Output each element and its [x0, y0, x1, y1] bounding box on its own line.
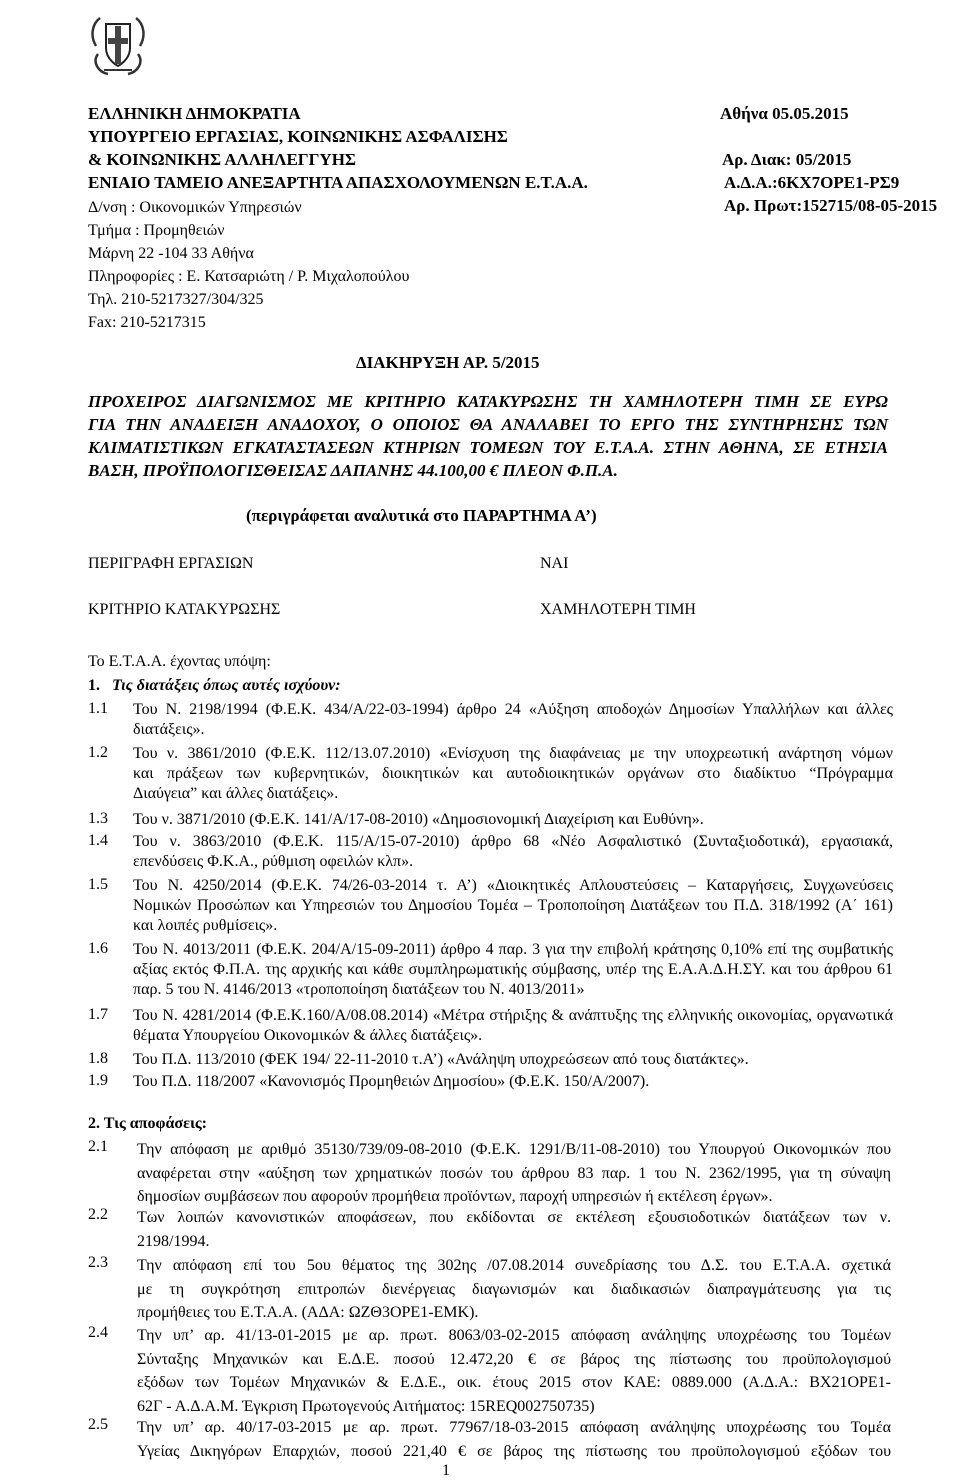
item-line: και πράξεων των κυβερνητικών, διοικητικών και αυτοδιοικητικών οργάνων στο διαδίκτυο “Πρόγραμμα — [133, 765, 893, 783]
table-value-works: ΝΑΙ — [540, 555, 569, 572]
page-number: 1 — [442, 1462, 450, 1479]
item-line: Του Ν. 2198/1994 (Φ.Ε.Κ. 434/Α/22-03-1994) άρθρο 24 «Αύξηση αποδοχών Δημοσίων Υπαλλήλων και άλλες — [133, 701, 893, 718]
item-text — [133, 940, 893, 1001]
tender-description-line: ΓΙΑ ΤΗΝ ΑΝΑΔΕΙΞΗ ΑΝΑΔΟΧΟΥ, Ο ΟΠΟΙΟΣ ΘΑ ΑΝΑΛΑΒΕΙ ΤΟ ΕΡΓΟ ΤΗΣ ΣΥΝΤΗΡΗΣΗΣ ΤΩΝ — [88, 415, 888, 434]
item-line: 2198/1994. — [137, 1232, 210, 1250]
table-label-criterion: ΚΡΙΤΗΡΙΟ ΚΑΤΑΚΥΡΩΣΗΣ — [88, 601, 281, 618]
item-number: 1.9 — [88, 1072, 108, 1089]
item-text — [133, 1006, 893, 1046]
section2-title: 2. Τις αποφάσεις: — [88, 1115, 207, 1132]
item-text — [137, 1206, 891, 1253]
item-line: και λοιπές ρυθμίσεις». — [133, 917, 278, 935]
header-phone: Τηλ. 210-5217327/304/325 — [88, 291, 264, 308]
item-line: Του Ν. 4013/2011 (Φ.Ε.Κ. 204/Α/15-09-2011) άρθρο 4 παρ. 3 για την επιβολή κράτησης 0,10% επί της συμβατικής — [133, 941, 893, 958]
item-line: Του ν. 3861/2010 (Φ.Ε.Κ. 112/13.07.2010) «Ενίσχυση της διαφάνειας με την υποχρεωτική ανάρτηση νόμων — [133, 745, 893, 762]
item-line: 62Γ - Α.Δ.Α.Μ. Έγκριση Πρωτογενούς Αιτήματος: 15REQ002750735) — [137, 1397, 595, 1415]
table-value-criterion: ΧΑΜΗΛΟΤΕΡΗ ΤΙΜΗ — [540, 601, 696, 618]
item-number: 1.1 — [88, 700, 108, 717]
header-directorate: Δ/νση : Οικονομικών Υπηρεσιών — [88, 199, 302, 216]
item-line: με τη συγκρότηση επιτροπών διενέργειας διαγωνισμών και διαδικασιών διαπραγμάτευσης για τις — [137, 1280, 891, 1298]
item-line: Την απόφαση με αριθμό 35130/739/09-08-2010 (Φ.Ε.Κ. 1291/Β/11-08-2010) του Υπουργού Οικονομικών που — [137, 1141, 891, 1158]
item-line: Την υπ’ αρ. 41/13-01-2015 με αρ. πρωτ. 8063/03-02-2015 απόφαση ανάληψης υποχρέωσης του Τομέων — [137, 1327, 891, 1344]
item-line: Του ν. 3871/2010 (Φ.Ε.Κ. 141/Α/17-08-2010) «Δημοσιονομική Διαχείριση και Ευθύνη». — [133, 811, 704, 828]
greek-coat-of-arms-icon — [86, 14, 150, 78]
item-text — [133, 700, 893, 740]
header-department: Τμήμα : Προμηθειών — [88, 222, 225, 239]
item-line: Του Π.Δ. 113/2010 (ΦΕΚ 194/ 22-11-2010 τ.Α’) «Ανάληψη υποχρεώσεων από τους διατάκτες». — [133, 1051, 749, 1068]
item-line: Την απόφαση επί του 5ου θέματος της 302ης /07.08.2014 συνεδρίασης του Δ.Σ. του Ε.Τ.Α.Α. σχετικά — [137, 1257, 891, 1274]
item-text — [137, 1324, 891, 1418]
tender-description-line: ΠΡΟΧΕΙΡΟΣ ΔΙΑΓΩΝΙΣΜΟΣ ΜΕ ΚΡΙΤΗΡΙΟ ΚΑΤΑΚΥΡΩΣΗΣ ΤΗ ΧΑΜΗΛΟΤΕΡΗ ΤΙΜΗ ΣΕ ΕΥΡΩ — [88, 392, 888, 411]
item-text — [133, 876, 893, 937]
item-number: 2.5 — [88, 1416, 108, 1433]
item-text — [137, 1416, 891, 1463]
item-line: παρ. 5 του Ν. 4146/2013 «τροποποίηση διατάξεων του Ν. 4013/2011» — [133, 981, 585, 999]
item-number: 2.3 — [88, 1254, 108, 1271]
header-ada: Α.Δ.Α.:6ΚΧ7ΟΡΕ1-ΡΣ9 — [724, 173, 900, 192]
annex-reference: (περιγράφεται αναλυτικά στο ΠΑΡΑΡΤΗΜΑ Α’) — [246, 506, 597, 525]
item-number: 2.4 — [88, 1324, 108, 1341]
item-line: Νομικών Προσώπων και Υπηρεσιών του Δημοσίου Τομέα – Τροποποίηση Διατάξεων του Π.Δ. 318/1992 (Α΄ 161) — [133, 897, 893, 915]
item-line: εξόδων των Τομέων Μηχανικών & Ε.Δ.Ε., οικ. έτους 2015 στον ΚΑΕ: 0889.000 (Α.Δ.Α.: ΒΧ21ΟΡΕ1- — [137, 1374, 891, 1391]
item-number: 1.8 — [88, 1050, 108, 1067]
item-line: Του Ν. 4250/2014 (Φ.Ε.Κ. 74/26-03-2014 τ. Α’) «Διοικητικές Απλουστεύσεις – Καταργήσεις, Συγχωνεύσεις — [133, 877, 893, 894]
item-line: Του Ν. 4281/2014 (Φ.Ε.Κ.160/Α/08.08.2014) «Μέτρα στήριξης & ανάπτυξης της ελληνικής οικονομίας, οργανωτικά — [133, 1007, 893, 1024]
header-notice-number: Αρ. Διακ: 05/2015 — [722, 150, 852, 169]
header-contact-persons: Πληροφορίες : Ε. Κατσαριώτη / Ρ. Μιχαλοπούλου — [88, 268, 410, 285]
item-number: 1.5 — [88, 876, 108, 893]
header-organization: ΕΝΙΑΙΟ ΤΑΜΕΙΟ ΑΝΕΞΑΡΤΗΤΑ ΑΠΑΣΧΟΛΟΥΜΕΝΩΝ Ε.Τ.Α.Α. — [88, 173, 588, 192]
item-line: Των λοιπών κανονιστικών αποφάσεων, που εκδίδονται σε εκτέλεση εξουσιοδοτικών διατάξεων των ν. — [137, 1209, 891, 1226]
item-line: Του ν. 3863/2010 (Φ.Ε.Κ. 115/Α/15-07-2010) άρθρο 68 «Νέο Ασφαλιστικό (Συνταξιοδοτικά), εργασιακά, — [133, 833, 893, 850]
section1-title: Τις διατάξεις όπως αυτές ισχύουν: — [112, 677, 341, 694]
item-number: 1.6 — [88, 940, 108, 957]
tender-description — [88, 390, 888, 482]
item-line: Σύνταξης Μηχανικών και Ε.Δ.Ε. ποσού 12.472,20 € σε βάρος της πίστωσης του προϋπολογισμού — [137, 1350, 891, 1368]
header-country: ΕΛΛΗΝΙΚΗ ΔΗΜΟΚΡΑΤΙΑ — [88, 104, 301, 123]
item-text — [133, 832, 893, 872]
table-label-works: ΠΕΡΙΓΡΑΦΗ ΕΡΓΑΣΙΩΝ — [88, 555, 254, 572]
item-line: δημοσίων συμβάσεων που αφορούν προμήθεια προϊόντων, παροχή υπηρεσιών ή εκτέλεση έργων». — [137, 1188, 773, 1205]
item-line: αξίας εκτός Φ.Π.Α. της αρχικής και κάθε συμπληρωματικής σύμβασης, υπέρ της Ε.Α.Α.Δ.Η.ΣΥ. και του άρθρου 61 — [133, 961, 893, 979]
item-number: 2.2 — [88, 1206, 108, 1223]
item-number: 1.4 — [88, 832, 108, 849]
tender-description-line: ΒΑΣΗ, ΠΡΟΫΠΟΛΟΓΙΣΘΕΙΣΑΣ ΔΑΠΑΝΗΣ 44.100,00 € ΠΛΕΟΝ Φ.Π.Α. — [88, 461, 618, 480]
item-number: 2.1 — [88, 1138, 108, 1155]
item-number: 1.2 — [88, 744, 108, 761]
preamble: Το Ε.Τ.Α.Α. έχοντας υπόψη: — [88, 653, 271, 670]
item-line: διατάξεις». — [133, 721, 205, 739]
item-line: αναφέρεται στην «αύξηση των χρηματικών ποσών του άρθρου 83 παρ. 1 του Ν. 2362/1995, για τη σύναψη — [137, 1164, 891, 1182]
item-text — [133, 810, 893, 830]
item-line: προμήθειες του Ε.Τ.Α.Α. (ΑΔΑ: ΩΖΘ3ΟΡΕ1-ΕΜΚ). — [137, 1304, 479, 1321]
item-line: Υγείας Δικηγόρων Επαρχιών, ποσού 221,40 € σε βάρος της πίστωσης του προϋπολογισμού εξόδων του — [137, 1442, 891, 1460]
item-line: Του Π.Δ. 118/2007 «Κανονισμός Προμηθειών Δημοσίου» (Φ.Ε.Κ. 150/Α/2007). — [133, 1073, 650, 1090]
header-protocol-number: Αρ. Πρωτ:152715/08-05-2015 — [724, 196, 938, 215]
item-line: θέματα Υπουργείου Οικονομικών & άλλες διατάξεις». — [133, 1027, 483, 1045]
header-fax: Fax: 210-5217315 — [88, 314, 206, 331]
header-ministry: ΥΠΟΥΡΓΕΙΟ ΕΡΓΑΣΙΑΣ, ΚΟΙΝΩΝΙΚΗΣ ΑΣΦΑΛΙΣΗΣ — [88, 127, 508, 146]
item-text — [133, 744, 893, 805]
item-line: Την υπ’ αρ. 40/17-03-2015 με αρ. πρωτ. 77967/18-03-2015 απόφαση ανάληψης υποχρέωσης του Τομέα — [137, 1419, 891, 1436]
header-date: Αθήνα 05.05.2015 — [720, 104, 849, 123]
item-text — [137, 1254, 891, 1325]
header-ministry-cont: & ΚΟΙΝΩΝΙΚΗΣ ΑΛΛΗΛΕΓΓΥΗΣ — [88, 150, 357, 169]
item-text — [133, 1050, 893, 1070]
item-line: Διαύγεια” και άλλες διατάξεις». — [133, 785, 339, 803]
section1-number: 1. — [88, 677, 100, 694]
item-number: 1.7 — [88, 1006, 108, 1023]
tender-description-line: ΚΛΙΜΑΤΙΣΤΙΚΩΝ ΕΓΚΑΤΑΣΤΑΣΕΩΝ ΚΤΗΡΙΩΝ ΤΟΜΕΩΝ ΤΟΥ Ε.Τ.Α.Α. ΣΤΗΝ ΑΘΗΝΑ, ΣΕ ΕΤΗΣΙΑ — [88, 438, 888, 457]
item-line: επενδύσεις Φ.Κ.Α., ρύθμιση οφειλών κλπ». — [133, 853, 414, 871]
header-address: Μάρνη 22 -104 33 Αθήνα — [88, 245, 254, 262]
item-number: 1.3 — [88, 810, 108, 827]
item-text — [137, 1138, 891, 1209]
document-title: ΔΙΑΚΗΡΥΞΗ ΑΡ. 5/2015 — [356, 353, 540, 372]
item-text — [133, 1072, 893, 1092]
